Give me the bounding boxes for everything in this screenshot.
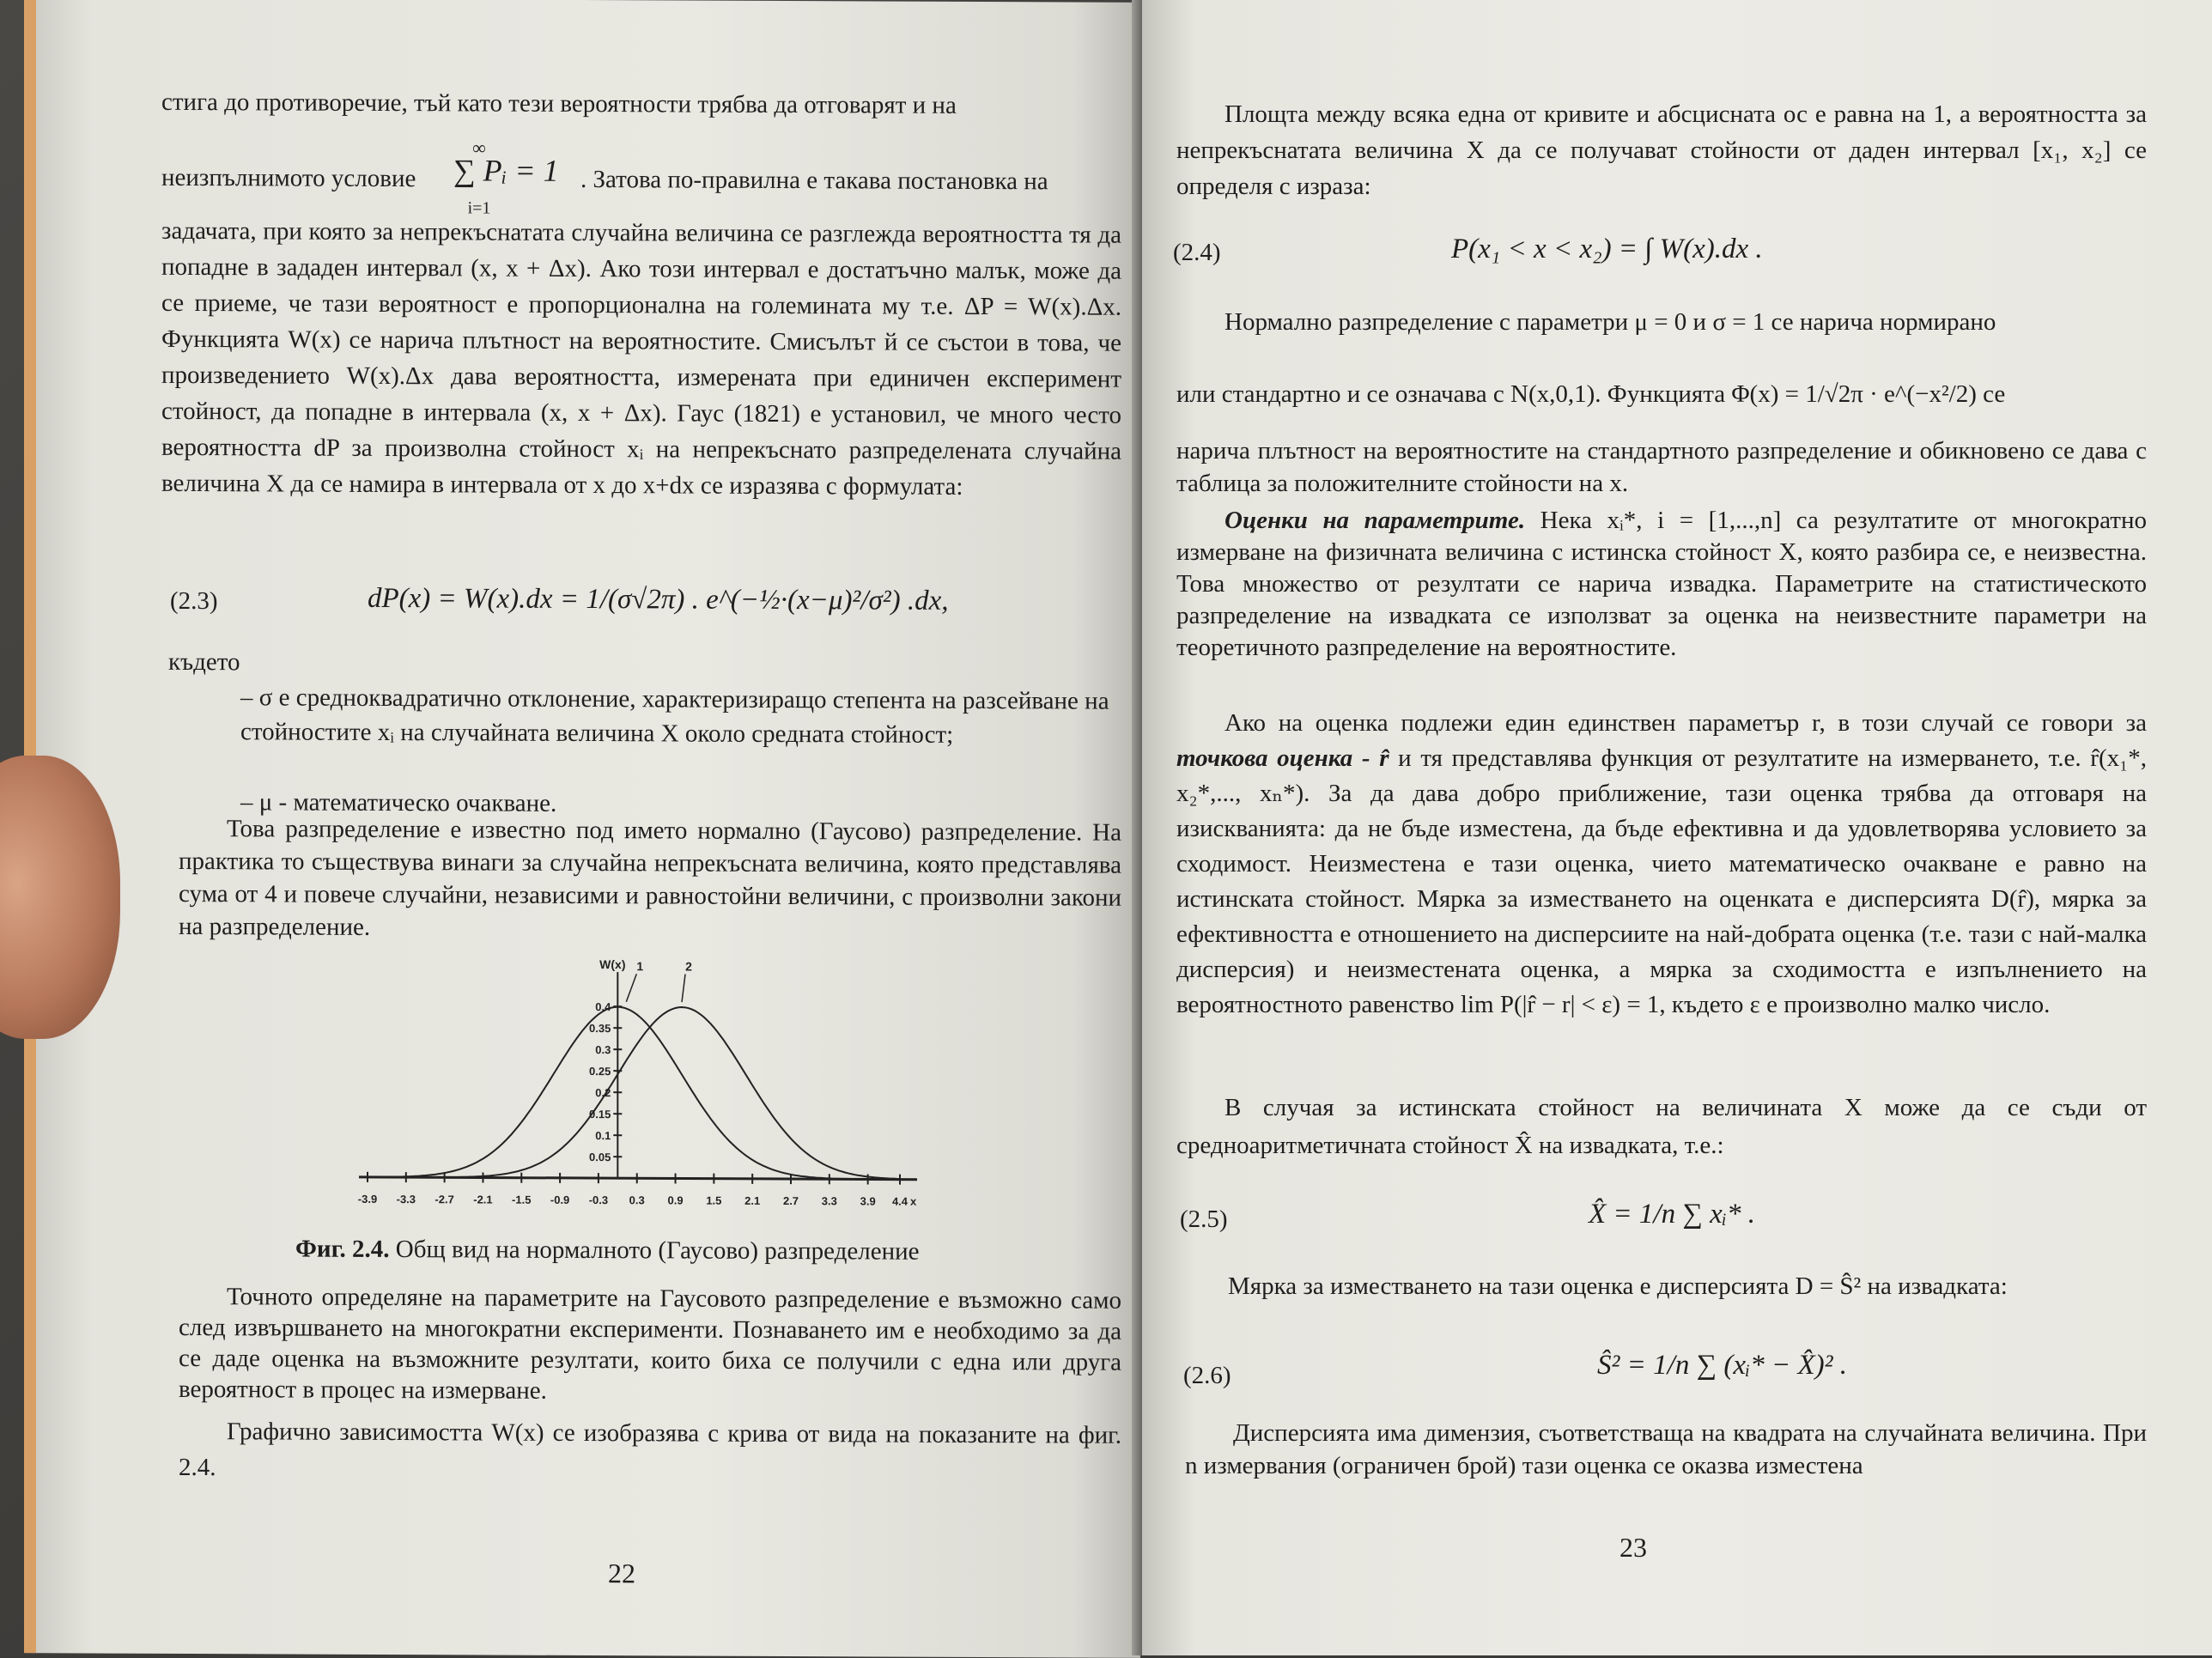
eq-2-6: Ŝ² = 1/n ∑ (xᵢ* − X̂)² . xyxy=(1597,1350,1847,1382)
figure-caption-label: Фиг. 2.4. xyxy=(295,1236,390,1263)
right-paragraph-2c: нарича плътност на вероятностите на стандартното разпределение и обикновено се дава с таблица за положителните стойности на x. xyxy=(1176,434,2147,500)
x-tick-label: 3.3 xyxy=(822,1194,837,1207)
eq-2-3-number: (2.3) xyxy=(170,587,218,616)
y-tick-label: 0.05 xyxy=(589,1151,611,1163)
where-label: където xyxy=(168,644,240,680)
y-tick-label: 0.25 xyxy=(589,1065,611,1078)
right-paragraph-3 xyxy=(1176,505,2147,664)
x-tick-label: 0.3 xyxy=(629,1193,645,1206)
series-label-1: 1 xyxy=(636,959,643,973)
sum-upper-limit: ∞ xyxy=(453,137,505,159)
y-tick-label: 0.15 xyxy=(589,1108,611,1121)
right-page xyxy=(1142,0,2212,1655)
x-tick-label: 1.5 xyxy=(706,1194,721,1207)
left-page xyxy=(24,0,1140,1658)
y-axis-label: W(x) xyxy=(599,957,625,971)
eq-2-5: X̂ = 1/n ∑ xᵢ* . xyxy=(1589,1199,1755,1230)
right-paragraph-2a: Нормално разпределение с параметри μ = 0 и σ = 1 се нарича нормирано xyxy=(1176,304,2147,340)
series-label-2: 2 xyxy=(685,960,692,974)
sum-lower-limit: i=1 xyxy=(453,198,505,218)
left-paragraph-1b: неизпълнимото условие xyxy=(161,160,416,197)
bullet-mu: – μ - математическо очакване. xyxy=(240,785,1121,823)
right-paragraph-3-text: Нека xᵢ*, i = [1,...,n] са резултатите от многократно измерване на физичната величина с истинска стойност X, която разбира се, е неизвестна. Това множество от резултати се нарича извадка. Параметрите на статистическото разпределение на извадката се използват за оценка на неизвестните параметри на теоретичното разпределение на вероятностите. xyxy=(1176,507,2147,661)
x-tick-label: -3.3 xyxy=(397,1193,416,1206)
gauss-chart xyxy=(333,954,951,1223)
y-tick-label: 0.35 xyxy=(589,1022,611,1035)
x-tick-label: 3.9 xyxy=(860,1194,876,1207)
eq-2-4: P(x₁ < x < x₂) = ∫ W(x).dx . xyxy=(1451,234,1763,265)
eq-2-3: dP(x) = W(x).dx = 1/(σ√2π) . e^(−½·(x−μ)²/σ²) .dx, xyxy=(368,583,949,617)
left-paragraph-4: Точното определяне на параметрите на Гаусовото разпределение е възможно само след извършването на многократни експерименти. Познаването им е необходимо за да се даде оценка на възможните резултати, които биха се получили с една или друга вероятност в процес на измерване. xyxy=(179,1281,1121,1409)
y-tick-label: 0.4 xyxy=(595,1000,611,1013)
x-tick-label: 2.7 xyxy=(783,1194,799,1207)
sum-formula: ∑ Pᵢ = 1 xyxy=(453,152,559,189)
right-paragraph-4a: Ако на оценка подлежи един единствен параметър r, в този случай се говори за xyxy=(1224,709,2147,737)
series-line-1 xyxy=(368,1005,900,1179)
x-tick-label: -3.9 xyxy=(358,1193,377,1206)
bullet-sigma: – σ е средноквадратично отклонение, характеризиращо степента на разсейване на стойностите xᵢ на случайната величина X около средната стойност; xyxy=(240,680,1121,752)
left-page-number: 22 xyxy=(608,1558,635,1589)
series-line-2 xyxy=(368,1005,900,1179)
x-tick-label: 2.1 xyxy=(744,1194,760,1207)
right-paragraph-5: В случая за истинската стойност на величината X може да се съди от средноаритметичната стойност X̂ на извадката, т.е.: xyxy=(1176,1089,2147,1164)
right-page-number: 23 xyxy=(1620,1532,1647,1564)
right-paragraph-4b: и тя представлява функция от резултатите на измерването, т.е. r̂(x₁*, x₂*,..., xₙ*). За да дава добро приближение, тази оценка трябва да отговаря на изискванията: да не бъде изместена, да бъде ефективна и да удовлетворява условието за сходимост. Неизместена е тази оценка, чието математическо очакване е равно на истинската стойност. Мярка за изместването на оценката е дисперсията D(r̂), мярка за ефективността е отношението на дисперсиите на най-добрата оценка (т.е. тази с най-малка дисперсия) и неизместената оценка, а мярка за сходимостта е изпълнението на вероятностното равенство lim P(|r̂ − r| < ε) = 1, където ε е произволно малко число. xyxy=(1176,744,2147,1018)
right-paragraph-4 xyxy=(1176,706,2147,1023)
eq-2-6-number: (2.6) xyxy=(1183,1362,1231,1390)
right-paragraph-1: Площта между всяка една от кривите и абсцисната ос е равна на 1, а вероятността за непрекъснатата величина X да се получават стойности от даден интервал [x₁, x₂] се определя с израза: xyxy=(1176,96,2147,204)
x-tick-label: 0.9 xyxy=(668,1193,684,1206)
eq-2-4-number: (2.4) xyxy=(1173,239,1221,267)
x-tick-label: -1.5 xyxy=(512,1193,531,1206)
y-tick-label: 0.3 xyxy=(595,1043,611,1056)
series-pointer-1 xyxy=(626,974,636,1002)
left-paragraph-2: задачата, при която за непрекъснатата случайна величина се разглежда вероятността тя да попадне в зададен интервал (x, x + Δx). Ако този интервал е достатъчно малък, може да се приеме, че тази вероятност е пропорционална на големината му т.е. ΔP = W(x).Δx. Функцията W(x) се нарича плътност на вероятностите. Смисълът й се състои в това, че произведението W(x).Δx дава вероятността, измерената при единичен експеримент стойност, да попадне в интервала (x, x + Δx). Гаус (1821) е установил, че много често вероятността dP за произволна стойност xᵢ на непрекъснато разпределената случайна величина X да се намира в интервала от x до x+dx се изразява с формулата: xyxy=(161,213,1121,506)
y-tick-label: 0.1 xyxy=(595,1129,611,1142)
left-paragraph-1c: . Затова по-правилна е такава постановка на xyxy=(580,161,1121,200)
figure-caption-text: Общ вид на нормалното (Гаусово) разпределение xyxy=(390,1236,920,1266)
right-paragraph-7: Дисперсията има димензия, съответстваща на квадрата на случайната величина. При n измервания (ограничен брой) тази оценка се оказва изместена xyxy=(1185,1417,2147,1482)
x-tick-label: -2.7 xyxy=(434,1193,453,1206)
point-estimate-term: точкова оценка - r̂ xyxy=(1176,744,1389,772)
x-tick-label: 4.4 xyxy=(892,1195,908,1208)
figure-caption xyxy=(295,1236,920,1266)
right-paragraph-6: Мярка за изместването на тази оценка е дисперсията D = Ŝ² на извадката: xyxy=(1180,1266,2147,1307)
x-tick-label: -0.3 xyxy=(589,1193,608,1206)
x-tick-label: -2.1 xyxy=(473,1193,492,1206)
x-tick-label: -0.9 xyxy=(550,1193,569,1206)
left-paragraph-5: Графично зависимостта W(x) се изобразява с крива от вида на показаните на фиг. 2.4. xyxy=(179,1413,1121,1490)
left-paragraph-3: Това разпределение е известно под името нормално (Гаусово) разпределение. На практика то съществува винаги за случайна непрекъсната величина, която представлява сума от 4 и повече случайни, независими и равностойни величини, с произволни закони на разпределение. xyxy=(179,812,1121,947)
y-tick-label: 0.2 xyxy=(595,1086,611,1099)
series-pointer-2 xyxy=(682,975,685,1003)
parameters-heading: Оценки на параметрите. xyxy=(1224,507,1525,534)
right-paragraph-2b: или стандартно и се означава с N(x,0,1). Функцията Φ(x) = 1/√2π · e^(−x²/2) се xyxy=(1176,376,2147,412)
left-paragraph-1a: стига до противоречие, тъй като тези вероятности трябва да отговарят и на xyxy=(161,84,1121,125)
eq-2-5-number: (2.5) xyxy=(1180,1206,1228,1234)
x-axis-label: x xyxy=(910,1195,917,1208)
